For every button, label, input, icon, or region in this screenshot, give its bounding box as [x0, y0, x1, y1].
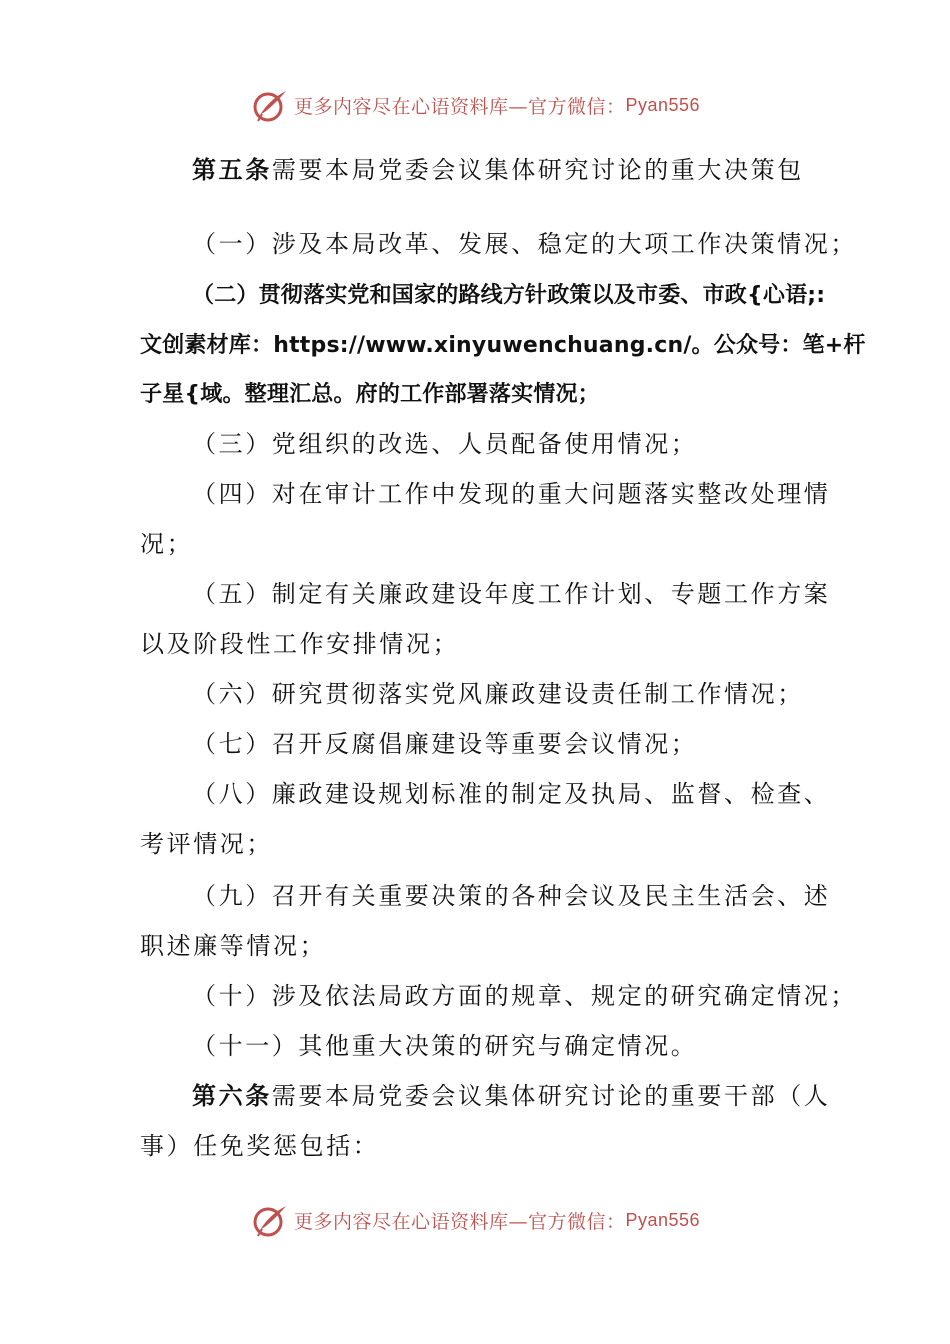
banner-wechat-id: Pyan556: [625, 1209, 701, 1230]
article-5-heading-text: 需要本局党委会议集体研究讨论的重大决策包: [271, 156, 804, 184]
banner-text: 更多内容尽在心语资料库—官方微信：: [293, 1210, 626, 1233]
list-item: 考评情况；: [140, 830, 273, 858]
list-item: 文创素材库：https://www.xinyuwenchuang.cn/。公众号：笔+杆: [140, 333, 866, 358]
article-5-label: 第五条: [192, 155, 272, 184]
article-6-heading-text: 需要本局党委会议集体研究讨论的重要干部（人: [271, 1082, 831, 1110]
list-item: （一）涉及本局改革、发展、稳定的大项工作决策情况；: [192, 230, 857, 258]
list-item: （四）对在审计工作中发现的重大问题落实整改处理情: [192, 480, 831, 508]
list-item: （六）研究贯彻落实党风廉政建设责任制工作情况；: [192, 680, 804, 708]
list-item: （三）党组织的改选、人员配备使用情况；: [192, 430, 698, 458]
article-5-heading: [192, 155, 832, 184]
list-item: （九）召开有关重要决策的各种会议及民主生活会、述: [192, 882, 831, 910]
list-item: （二）贯彻落实党和国家的路线方针政策以及市委、市政{心语;:: [192, 283, 826, 308]
article-6-heading: [192, 1081, 832, 1110]
list-item: （十一）其他重大决策的研究与确定情况。: [192, 1032, 698, 1060]
banner-wechat-id: Pyan556: [625, 94, 701, 115]
list-item: （七）召开反腐倡廉建设等重要会议情况；: [192, 730, 698, 758]
list-item: 况；: [140, 530, 194, 558]
list-item: （八）廉政建设规划标准的制定及执局、监督、检查、: [192, 780, 831, 808]
header-watermark-banner: [0, 85, 950, 125]
list-item: （五）制定有关廉政建设年度工作计划、专题工作方案: [192, 580, 831, 608]
article-6-continuation: 事）任免奖惩包括：: [140, 1132, 380, 1160]
list-item: 以及阶段性工作安排情况；: [140, 630, 460, 658]
list-item: （十）涉及依法局政方面的规章、规定的研究确定情况；: [192, 982, 857, 1010]
quill-logo-icon: [250, 85, 290, 125]
list-item: 职述廉等情况；: [140, 932, 327, 960]
list-item: 子星{域。整理汇总。府的工作部署落实情况；: [140, 382, 600, 407]
article-6-label: 第六条: [192, 1081, 272, 1110]
quill-logo-icon: [250, 1200, 290, 1240]
banner-text: 更多内容尽在心语资料库—官方微信：: [293, 95, 626, 118]
footer-watermark-banner: [0, 1200, 950, 1240]
